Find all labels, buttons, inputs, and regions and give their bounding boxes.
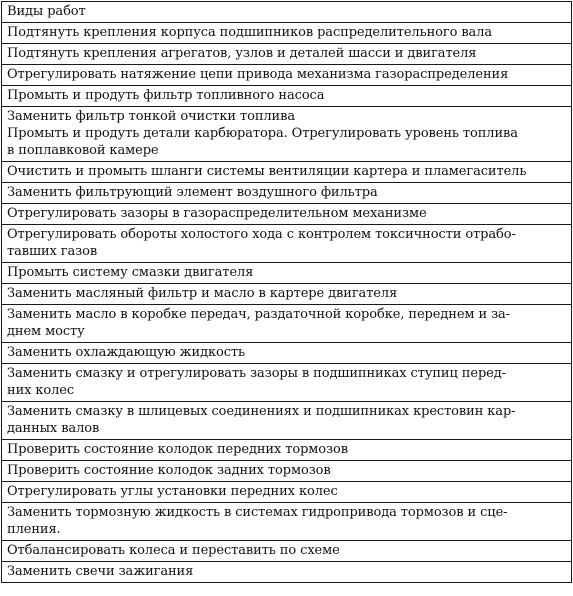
table-cell (2, 541, 572, 562)
table-header-row (2, 2, 572, 23)
table-cell-line: Промыть систему смазки двигателя (7, 265, 254, 280)
table-cell-line: Проверить состояние колодок задних тормозов (7, 463, 331, 478)
table-cell (2, 23, 572, 44)
table-cell-line: Отрегулировать обороты холостого хода с контролем токсичности отрабо- (7, 227, 516, 242)
table-cell (2, 343, 572, 364)
table-cell (2, 461, 572, 482)
table-row (2, 541, 572, 562)
table-cell (2, 402, 572, 440)
table-cell-line: Промыть и продуть фильтр топливного насоса (7, 88, 325, 103)
table-cell-line: Очистить и промыть шланги системы вентиляции картера и пламегаситель (7, 164, 527, 179)
table-cell-line: пления. (7, 522, 61, 537)
table-cell (2, 305, 572, 343)
table-row (2, 44, 572, 65)
table-cell-line: Заменить масло в коробке передач, раздаточной коробке, переднем и за- (7, 307, 511, 322)
table-row (2, 263, 572, 284)
table-header-text: Виды работ (7, 4, 86, 19)
table-row (2, 162, 572, 183)
table-row (2, 183, 572, 204)
table-cell-line: данных валов (7, 421, 100, 436)
table-row (2, 402, 572, 440)
table-row (2, 107, 572, 162)
table-row (2, 23, 572, 44)
table-cell-line: в поплавковой камере (7, 143, 159, 158)
table-row (2, 204, 572, 225)
table-cell (2, 107, 572, 162)
table-cell-line: Заменить масляный фильтр и масло в картере двигателя (7, 286, 398, 301)
table-cell-line: тавших газов (7, 244, 98, 259)
table-row (2, 225, 572, 263)
table-cell (2, 263, 572, 284)
table-cell-line: Заменить фильтр тонкой очистки топлива (7, 109, 295, 124)
table-row (2, 86, 572, 107)
table-cell-line: Подтянуть крепления корпуса подшипников распределительного вала (7, 25, 493, 40)
table-cell-line: Заменить смазку и отрегулировать зазоры в подшипниках ступиц перед- (7, 366, 506, 381)
table-row (2, 65, 572, 86)
table-cell (2, 65, 572, 86)
table-cell (2, 482, 572, 503)
table-header-cell (2, 2, 572, 23)
table-row (2, 503, 572, 541)
table-cell (2, 284, 572, 305)
table-cell-line: Заменить охлаждающую жидкость (7, 345, 246, 360)
table-cell-line: Заменить фильтрующий элемент воздушного фильтра (7, 185, 378, 200)
works-table (1, 1, 572, 583)
table-row (2, 482, 572, 503)
table-row (2, 343, 572, 364)
table-cell-line: Заменить свечи зажигания (7, 564, 194, 579)
works-table-body (2, 2, 572, 583)
table-cell-line: них колес (7, 383, 75, 398)
table-cell-line: Отрегулировать углы установки передних колес (7, 484, 338, 499)
table-cell (2, 440, 572, 461)
table-cell (2, 162, 572, 183)
table-cell-line: Отрегулировать натяжение цепи привода механизма газораспределения (7, 67, 509, 82)
table-cell (2, 562, 572, 583)
table-cell-line: Подтянуть крепления агрегатов, узлов и деталей шасси и двигателя (7, 46, 477, 61)
table-cell-line: днем мосту (7, 324, 85, 339)
table-cell (2, 183, 572, 204)
table-cell (2, 44, 572, 65)
table-row (2, 305, 572, 343)
table-cell-line: Заменить тормозную жидкость в системах гидропривода тормозов и сце- (7, 505, 508, 520)
table-row (2, 440, 572, 461)
table-cell-line: Заменить смазку в шлицевых соединениях и подшипниках крестовин кар- (7, 404, 516, 419)
table-cell (2, 225, 572, 263)
table-row (2, 284, 572, 305)
table-cell-line: Отрегулировать зазоры в газораспределительном механизме (7, 206, 427, 221)
table-cell (2, 204, 572, 225)
table-row (2, 364, 572, 402)
table-row (2, 461, 572, 482)
table-cell-line: Промыть и продуть детали карбюратора. Отрегулировать уровень топлива (7, 126, 518, 141)
table-cell (2, 86, 572, 107)
table-row (2, 562, 572, 583)
table-cell (2, 364, 572, 402)
table-cell-line: Проверить состояние колодок передних тормозов (7, 442, 348, 457)
table-cell (2, 503, 572, 541)
table-cell-line: Отбалансировать колеса и переставить по схеме (7, 543, 340, 558)
